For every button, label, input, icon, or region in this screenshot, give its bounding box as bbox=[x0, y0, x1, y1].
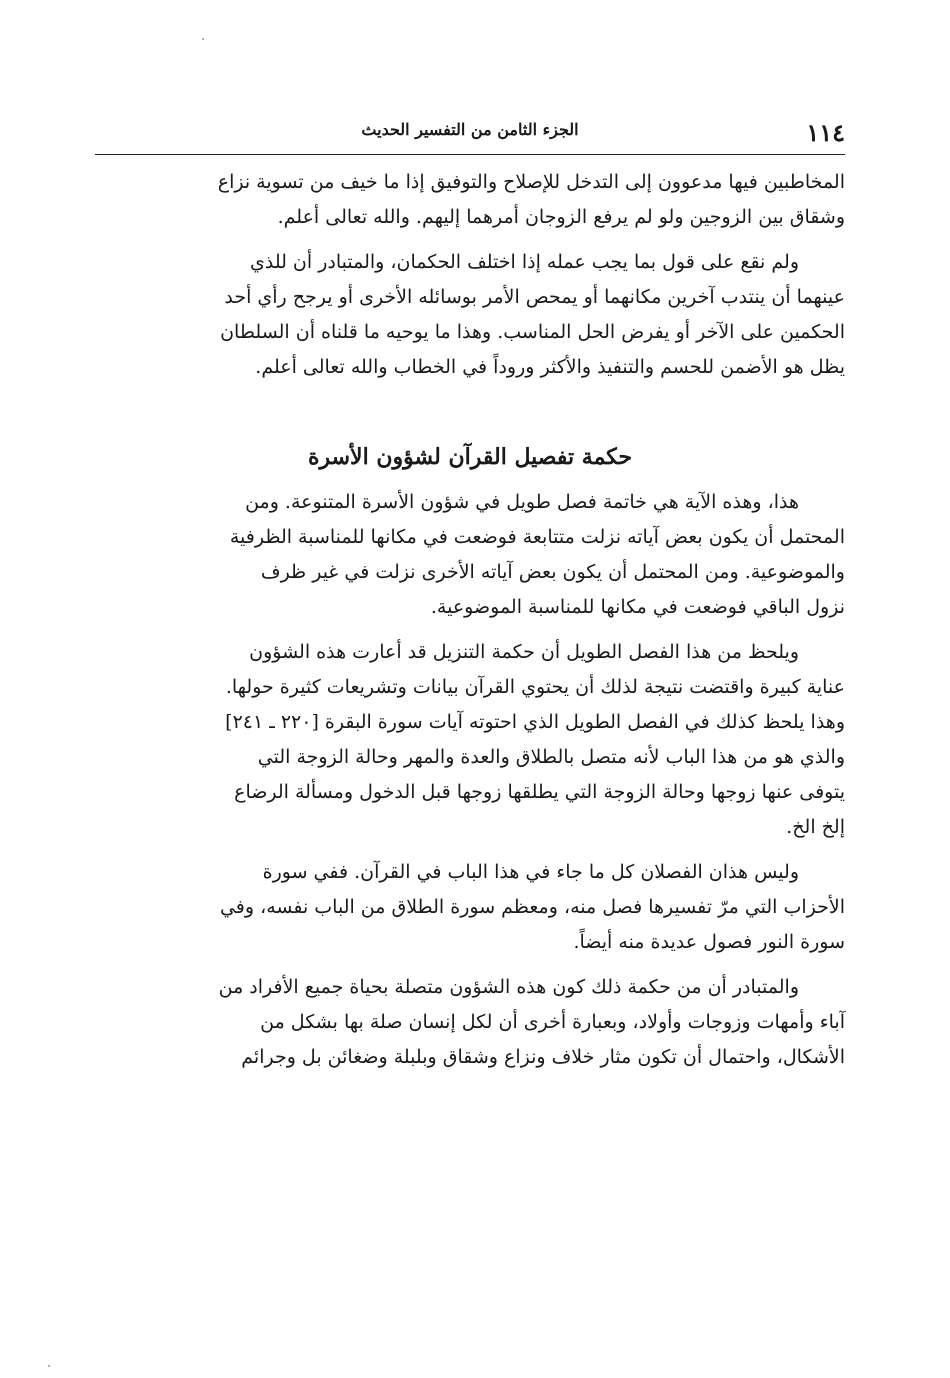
text-line: والموضوعية. ومن المحتمل أن يكون بعض آياته الأخرى نزلت في غير ظرف bbox=[260, 561, 845, 583]
text-line: وليس هذان الفصلان كل ما جاء في هذا الباب في القرآن. ففي سورة bbox=[262, 861, 799, 883]
paragraph bbox=[95, 855, 845, 960]
scan-speck bbox=[48, 1365, 50, 1367]
text-line: الأشكال، واحتمال أن تكون مثار خلاف ونزاع وشقاق وبلبلة وضغائن بل وجرائم bbox=[241, 1046, 845, 1068]
text-line: الأحزاب التي مرّ تفسيرها فصل منه، ومعظم سورة الطلاق من الباب نفسه، وفي bbox=[219, 896, 845, 918]
text-line: وشقاق بين الزوجين ولو لم يرفع الزوجان أمرهما إليهم. والله تعالى أعلم. bbox=[277, 206, 845, 228]
text-line: المحتمل أن يكون بعض آياته نزلت متتابعة فوضعت في مكانها للمناسبة الظرفية bbox=[229, 526, 845, 548]
text-line: يظل هو الأضمن للحسم والتنفيذ والأكثر وروداً في الخطاب والله تعالى أعلم. bbox=[255, 356, 845, 378]
text-line: ولم نقع على قول بما يجب عمله إذا اختلف الحكمان، والمتبادر أن للذي bbox=[249, 251, 799, 273]
text-line: يتوفى عنها زوجها وحالة الزوجة التي يطلقها زوجها قبل الدخول ومسألة الرضاع bbox=[234, 781, 845, 803]
text-line: عناية كبيرة واقتضت نتيجة لذلك أن يحتوي القرآن بيانات وتشريعات كثيرة حولها. bbox=[225, 676, 845, 698]
text-line: نزول الباقي فوضعت في مكانها للمناسبة الموضوعية. bbox=[430, 596, 845, 618]
paragraph bbox=[95, 245, 845, 385]
scan-speck bbox=[202, 38, 204, 40]
text-line: إلخ الخ. bbox=[786, 816, 845, 838]
paragraph-continued bbox=[95, 165, 845, 235]
text-line: والمتبادر أن من حكمة ذلك كون هذه الشؤون متصلة بحياة جميع الأفراد من bbox=[218, 976, 799, 998]
text-line: المخاطبين فيها مدعوون إلى التدخل للإصلاح والتوفيق إذا ما خيف من تسوية نزاع bbox=[217, 171, 845, 193]
section-heading: حكمة تفصيل القرآن لشؤون الأسرة bbox=[307, 444, 633, 470]
text-line: سورة النور فصول عديدة منه أيضاً. bbox=[573, 931, 845, 953]
page-number: ١١٤ bbox=[806, 118, 845, 147]
text-line: الحكمين على الآخر أو يفرض الحل المناسب. وهذا ما يوحيه ما قلناه أن السلطان bbox=[220, 321, 845, 343]
book-page bbox=[95, 108, 845, 1085]
body-text bbox=[95, 165, 845, 1075]
paragraph bbox=[95, 970, 845, 1075]
running-title: الجزء الثامن من التفسير الحديث bbox=[361, 120, 579, 139]
paragraph bbox=[95, 485, 845, 625]
text-line: آباء وأمهات وزوجات وأولاد، وبعبارة أخرى أن لكل إنسان صلة بها بشكل من bbox=[260, 1011, 845, 1033]
running-header bbox=[95, 108, 845, 155]
text-line: وهذا يلحظ كذلك في الفصل الطويل الذي احتوته آيات سورة البقرة [٢٢٠ ـ ٢٤١] bbox=[225, 711, 845, 733]
text-line: هذا، وهذه الآية هي خاتمة فصل طويل في شؤون الأسرة المتنوعة. ومن bbox=[245, 491, 799, 513]
text-line: ويلحظ من هذا الفصل الطويل أن حكمة التنزيل قد أعارت هذه الشؤون bbox=[249, 641, 799, 663]
text-line: عينهما أن ينتدب آخرين مكانهما أو يمحص الأمر بوسائله الأخرى أو يرجح رأي أحد bbox=[224, 286, 845, 308]
paragraph bbox=[95, 635, 845, 845]
text-line: والذي هو من هذا الباب لأنه متصل بالطلاق والعدة والمهر وحالة الزوجة التي bbox=[257, 746, 845, 768]
